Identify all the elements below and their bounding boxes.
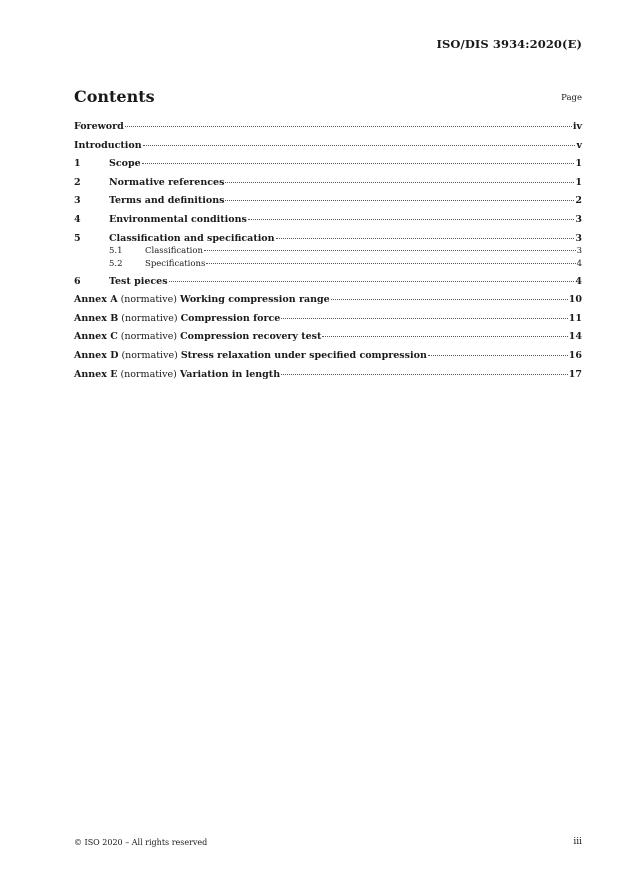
- toc-entry-environmental-conditions[interactable]: [74, 214, 582, 225]
- toc-subentry-classification[interactable]: [74, 246, 582, 256]
- page-number: iii: [573, 837, 582, 847]
- toc-entry-page: 2: [575, 195, 582, 207]
- annex-kind: (normative): [117, 331, 181, 343]
- toc-entry-title: Environmental conditions: [109, 213, 247, 225]
- toc-entry-title: [74, 331, 321, 342]
- toc-entry-annex-e[interactable]: [74, 369, 582, 380]
- annex-kind: (normative): [117, 294, 180, 306]
- annex-label: Annex A: [74, 294, 118, 306]
- toc-entry-title: [74, 350, 427, 361]
- toc-entry-annex-d[interactable]: [74, 350, 582, 361]
- toc-entry-number: 2: [74, 176, 81, 188]
- annex-kind: (normative): [118, 349, 181, 361]
- toc-entry-title: Classification and specification: [109, 232, 275, 244]
- annex-label: Annex B: [74, 312, 119, 324]
- toc-entry-page: iv: [572, 121, 582, 132]
- leader-dots: [428, 355, 568, 356]
- annex-title: Stress relaxation under specified compression: [180, 349, 427, 361]
- leader-dots: [281, 374, 568, 375]
- leader-dots: [204, 250, 576, 251]
- toc-entry-normative-references[interactable]: [74, 177, 582, 188]
- annex-label: Annex E: [74, 368, 118, 380]
- toc-entry-number: 3: [74, 195, 81, 207]
- toc-entry-annex-a[interactable]: [74, 294, 582, 305]
- toc-entry-title: [74, 369, 280, 380]
- toc-subentry-specifications[interactable]: [74, 259, 582, 269]
- leader-dots: [281, 318, 567, 319]
- leader-dots: [143, 145, 576, 146]
- page-column-label: Page: [561, 93, 582, 103]
- annex-title: Variation in length: [179, 368, 281, 380]
- leader-dots: [169, 281, 575, 282]
- toc-entry-title: Foreword: [74, 121, 124, 132]
- toc-entry-title: Normative references: [109, 176, 225, 188]
- toc-entry-page: 1: [575, 176, 582, 188]
- leader-dots: [322, 336, 567, 337]
- toc-entry-foreword[interactable]: [74, 121, 582, 132]
- toc-entry-title: Terms and definitions: [109, 195, 225, 207]
- annex-title: Compression force: [180, 312, 281, 324]
- toc-entry-classification-and-specification[interactable]: [74, 233, 582, 244]
- toc-entry-page: 10: [568, 294, 582, 306]
- toc-entry-number: 1: [74, 158, 81, 170]
- toc-entry-page: 1: [575, 158, 582, 170]
- toc-entry-annex-c[interactable]: [74, 331, 582, 342]
- annex-title: Compression recovery test: [180, 331, 322, 343]
- toc-entry-title: Test pieces: [109, 275, 168, 287]
- leader-dots: [331, 299, 568, 300]
- leader-dots: [206, 263, 575, 264]
- toc-entry-terms-and-definitions[interactable]: [74, 195, 582, 206]
- toc-entry-scope[interactable]: [74, 158, 582, 169]
- leader-dots: [225, 200, 574, 201]
- toc-entry-title: Introduction: [74, 139, 142, 151]
- toc-entry-page: 14: [568, 331, 582, 343]
- toc-entry-number: 5.1: [109, 245, 123, 256]
- leader-dots: [125, 126, 572, 127]
- document-id: ISO/DIS 3934:2020(E): [436, 37, 582, 51]
- toc-entry-title: [74, 294, 330, 305]
- toc-entry-introduction[interactable]: [74, 140, 582, 151]
- leader-dots: [142, 163, 575, 164]
- toc-entry-title: Classification: [145, 245, 203, 256]
- toc-entry-title: Specifications: [145, 258, 206, 269]
- toc-entry-test-pieces[interactable]: [74, 276, 582, 287]
- toc-entry-page: 11: [568, 312, 582, 324]
- copyright-notice: © ISO 2020 – All rights reserved: [74, 838, 208, 847]
- annex-title: Working compression range: [179, 294, 330, 306]
- contents-heading: Contents: [74, 87, 155, 106]
- toc-entry-annex-b[interactable]: [74, 313, 582, 324]
- toc-entry-title: [74, 313, 280, 324]
- toc-entry-number: 6: [74, 275, 81, 287]
- toc-entry-page: 17: [568, 368, 582, 380]
- toc-entry-number: 5: [74, 232, 81, 244]
- toc-entry-page: 3: [576, 245, 582, 256]
- annex-kind: (normative): [117, 368, 180, 380]
- annex-label: Annex C: [74, 331, 118, 343]
- toc-entry-number: 4: [74, 213, 81, 225]
- leader-dots: [276, 238, 575, 239]
- toc-entry-page: 4: [575, 275, 582, 287]
- annex-label: Annex D: [74, 349, 119, 361]
- leader-dots: [225, 182, 574, 183]
- toc-entry-page: v: [576, 139, 582, 151]
- table-of-contents: [74, 121, 582, 387]
- toc-entry-page: 4: [576, 258, 582, 269]
- toc-entry-title: Scope: [109, 158, 141, 170]
- toc-entry-number: 5.2: [109, 258, 123, 269]
- toc-entry-page: 3: [575, 232, 582, 244]
- leader-dots: [248, 219, 575, 220]
- toc-entry-page: 16: [568, 349, 582, 361]
- annex-kind: (normative): [118, 312, 181, 324]
- toc-entry-page: 3: [575, 213, 582, 225]
